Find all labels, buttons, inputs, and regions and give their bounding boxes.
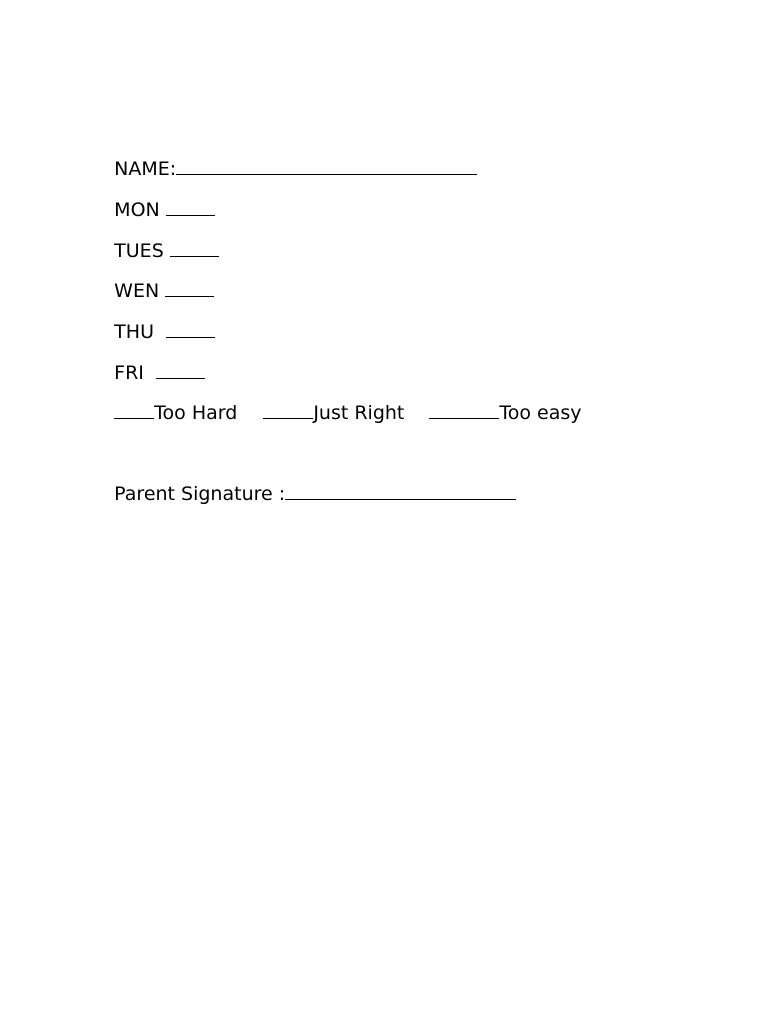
just-right-blank[interactable] — [263, 401, 313, 419]
day-blank-wen[interactable] — [165, 279, 214, 297]
day-label-tues: TUES — [114, 240, 164, 262]
name-label: NAME: — [114, 158, 177, 180]
too-hard-blank[interactable] — [114, 401, 154, 419]
too-hard-label: Too Hard — [154, 402, 238, 424]
just-right-label: Just Right — [313, 402, 405, 424]
day-blank-thu[interactable] — [166, 320, 215, 338]
signature-row — [90, 458, 516, 530]
name-blank[interactable] — [176, 157, 477, 175]
day-blank-mon[interactable] — [166, 198, 215, 216]
too-easy-label: Too easy — [499, 402, 582, 424]
day-label-mon: MON — [114, 199, 160, 221]
difficulty-rating-row — [90, 377, 582, 449]
day-label-thu: THU — [114, 321, 154, 343]
signature-blank[interactable] — [285, 482, 516, 500]
day-label-fri: FRI — [114, 362, 144, 384]
signature-label: Parent Signature : — [114, 483, 286, 505]
day-label-wen: WEN — [114, 280, 160, 302]
too-easy-blank[interactable] — [429, 401, 499, 419]
